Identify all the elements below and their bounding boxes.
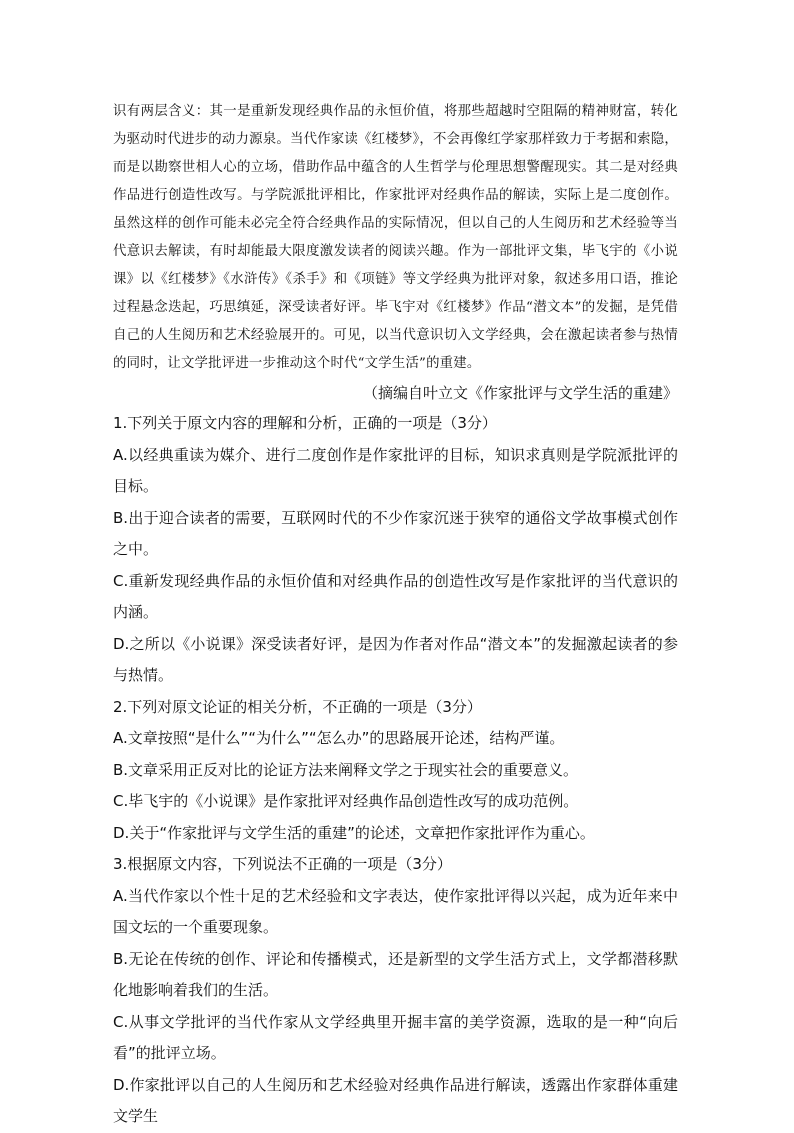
- option-c: C.毕飞宇的《小说课》是作家批评对经典作品创造性改写的成功范例。: [113, 792, 579, 810]
- option-d: D.之所以《小说课》深受读者好评，是因为作者对作品“潜文本”的发掘激起读者的参与热情。: [113, 634, 678, 684]
- question-2: [113, 692, 678, 850]
- question-1: [113, 408, 678, 692]
- reading-passage: [113, 98, 678, 378]
- question-3: [113, 849, 678, 1133]
- passage-paragraph: 识有两层含义：其一是重新发现经典作品的永恒价值，将那些超越时空阻隔的精神财富，转化为驱动时代进步的动力源泉。当代作家读《红楼梦》，不会再像红学家那样致力于考据和索隐，而是以勘察世相人心的立场，借助作品中蕴含的人生哲学与伦理思想警醒现实。其二是对经典作品进行创造性改写。与学院派批评相比，作家批评对经典作品的解读，实际上是二度创作。虽然这样的创作可能未必完全符合经典作品的实际情况，但以自己的人生阅历和艺术经验等当代意识去解读，有时却能最大限度激发读者的阅读兴趣。作为一部批评文集，毕飞宇的《小说课》以《红楼梦》《水浒传》《杀手》和《项链》等文学经典为批评对象，叙述多用口语，推论过程悬念迭起，巧思缜延，深受读者好评。毕飞宇对《红楼梦》作品“潜文本”的发掘，是凭借自己的人生阅历和艺术经验展开的。可见，以当代意识切入文学经典，会在激起读者参与热情的同时，让文学批评进一步推动这个时代“文学生活”的重建。: [113, 104, 678, 371]
- option-d: D.作家批评以自己的人生阅历和艺术经验对经典作品进行解读，透露出作家群体重建文学生: [113, 1075, 678, 1125]
- question-stem: 1.下列关于原文内容的理解和分析，正确的一项是（3分）: [113, 414, 497, 432]
- option-a: A.文章按照“是什么”“为什么”“怎么办”的思路展开论述，结构严谨。: [113, 729, 565, 747]
- question-stem: 3.根据原文内容，下列说法不正确的一项是（3分）: [113, 855, 452, 873]
- question-stem: 2.下列对原文论证的相关分析，不正确的一项是（3分）: [113, 697, 482, 716]
- option-c: C.从事文学批评的当代作家从文学经典里开掘丰富的美学资源，选取的是一种“向后看”的批评立场。: [113, 1012, 678, 1062]
- option-b: B.文章采用正反对比的论证方法来阐释文学之于现实社会的重要意义。: [113, 760, 579, 779]
- option-b: B.出于迎合读者的需要，互联网时代的不少作家沉迷于狭窄的通俗文学故事模式创作之中。: [113, 508, 678, 558]
- question-section: [113, 408, 678, 1133]
- option-a: A.以经典重读为媒介、进行二度创作是作家批评的目标，知识求真则是学院派批评的目标。: [113, 445, 678, 495]
- option-a: A.当代作家以个性十足的艺术经验和文字表达，使作家批评得以兴起，成为近年来中国文坛的一个重要现象。: [113, 886, 678, 936]
- source-citation: （摘编自叶立文《作家批评与文学生活的重建》: [362, 384, 678, 402]
- option-b: B.无论在传统的创作、评论和传播模式，还是新型的文学生活方式上，文学都潜移默化地影响着我们的生活。: [113, 949, 678, 999]
- option-c: C.重新发现经典作品的永恒价值和对经典作品的创造性改写是作家批评的当代意识的内涵。: [113, 571, 678, 621]
- option-d: D.关于“作家批评与文学生活的重建”的论述，文章把作家批评作为重心。: [113, 823, 595, 842]
- document-page: [113, 98, 678, 1133]
